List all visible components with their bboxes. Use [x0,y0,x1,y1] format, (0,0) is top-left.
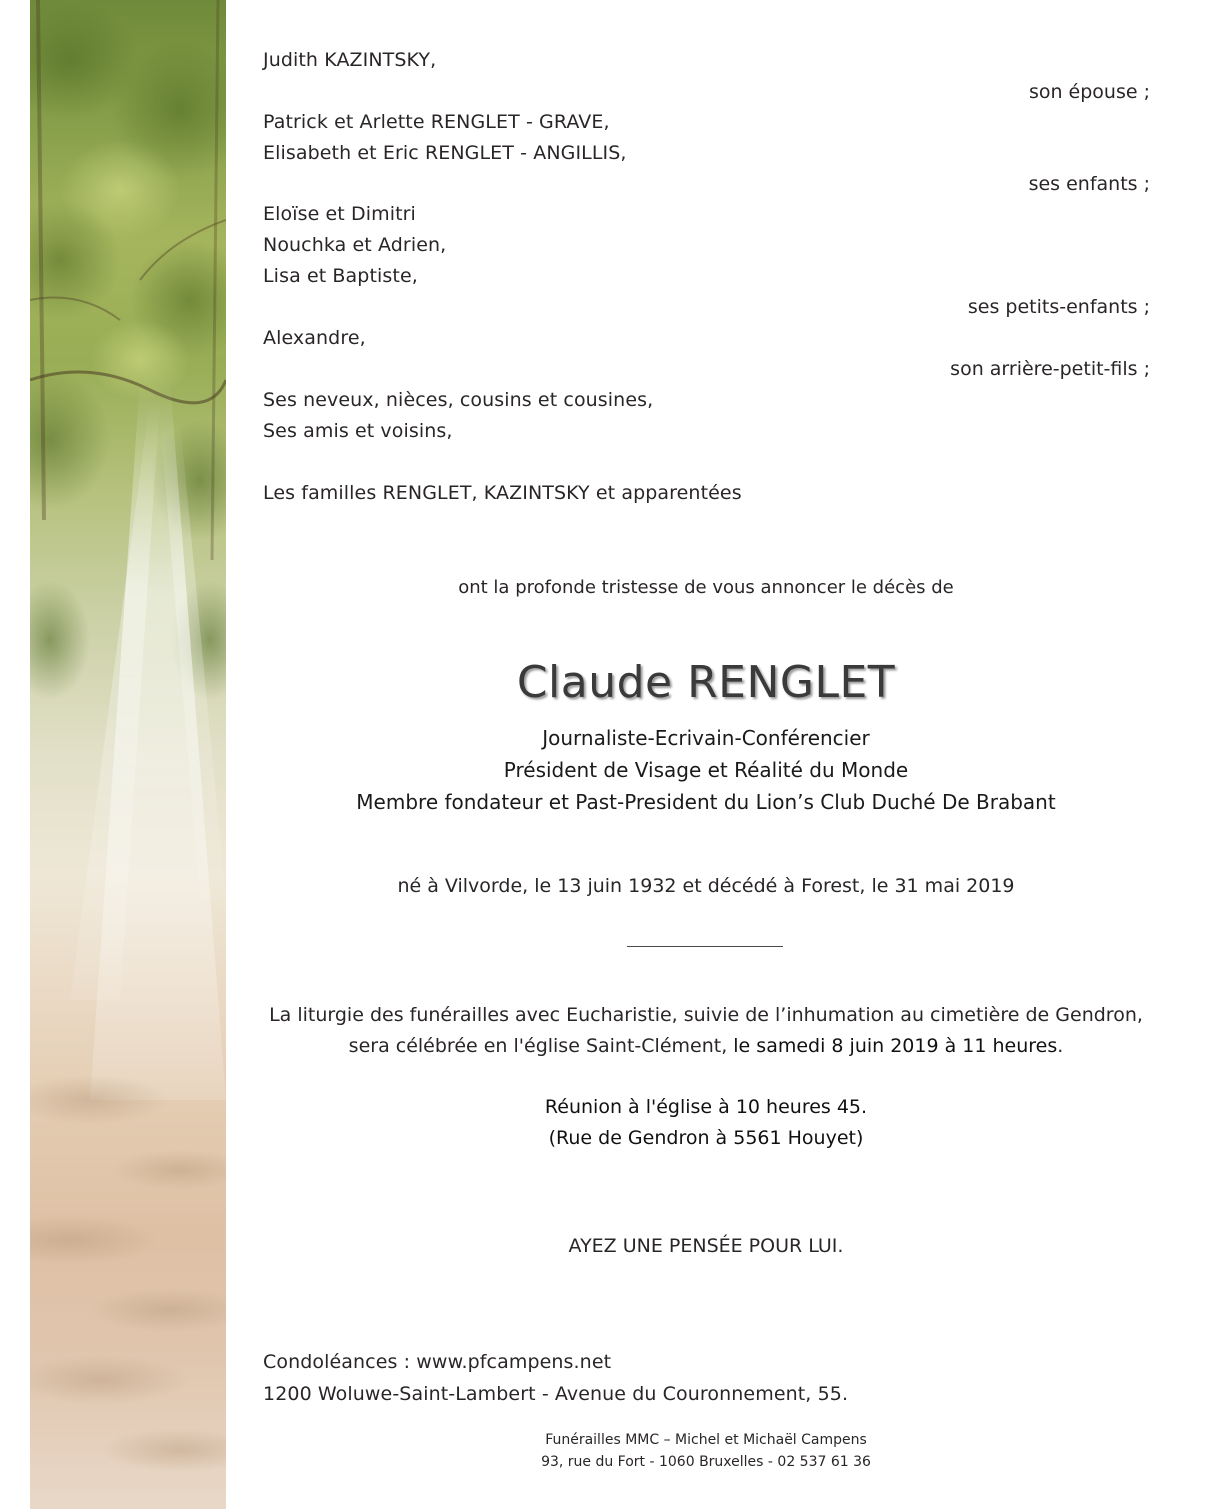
ceremony-datetime: le samedi 8 juin 2019 à 11 heures [733,1035,1058,1057]
child-name: Elisabeth et Eric RENGLET - ANGILLIS, [263,142,627,164]
relatives-line: Ses amis et voisins, [263,420,453,442]
forest-path-image [30,0,226,1509]
wife-name: Judith KAZINTSKY, [263,49,437,71]
deceased-title: Journaliste-Ecrivain-Conférencier [542,726,870,750]
birth-death-dates: né à Vilvorde, le 13 juin 1932 et décédé à Forest, le 31 mai 2019 [397,875,1015,897]
funeral-home-name: Funérailles MMC – Michel et Michaël Campens [545,1432,867,1448]
child-name: Patrick et Arlette RENGLET - GRAVE, [263,111,610,133]
deceased-name: Claude RENGLET [516,657,896,708]
great-grandchild-name: Alexandre, [263,327,366,349]
announcement-text: ont la profonde tristesse de vous annoncer le décès de [458,577,954,598]
meeting-time: Réunion à l'église à 10 heures 45. [544,1096,868,1118]
deceased-title: Président de Visage et Réalité du Monde [503,758,909,782]
church-address: (Rue de Gendron à 5561 Houyet) [548,1127,864,1149]
ceremony-line-date [226,1034,1186,1058]
funeral-home-address: 93, rue du Fort - 1060 Bruxelles - 02 537 61 36 [541,1454,871,1470]
families-line: Les familles RENGLET, KAZINTSKY et apparentées [263,482,742,504]
deceased-title: Membre fondateur et Past-President du Lion’s Club Duché De Brabant [356,790,1056,814]
condolences-address: 1200 Woluwe-Saint-Lambert - Avenue du Couronnement, 55. [263,1383,849,1405]
ceremony-church: sera célébrée en l'église Saint-Clément, [348,1035,734,1057]
great-grandchild-role: son arrière-petit-fils ; [950,358,1150,380]
ceremony-period: . [1057,1035,1064,1057]
closing-message: AYEZ UNE PENSÉE POUR LUI. [568,1235,844,1257]
grandchildren-role: ses petits-enfants ; [967,296,1150,318]
wife-role: son épouse ; [1028,81,1150,103]
grandchild-name: Lisa et Baptiste, [263,265,418,287]
relatives-line: Ses neveux, nièces, cousins et cousines, [263,389,654,411]
children-role: ses enfants ; [1028,173,1150,195]
condolences-website: Condoléances : www.pfcampens.net [263,1351,612,1373]
section-divider [627,946,783,947]
grandchild-name: Nouchka et Adrien, [263,234,447,256]
grandchild-name: Eloïse et Dimitri [263,203,416,225]
ceremony-line: La liturgie des funérailles avec Eucharistie, suivie de l’inhumation au cimetière de Gendron, [269,1004,1143,1026]
forest-path-illustration [30,0,226,1509]
